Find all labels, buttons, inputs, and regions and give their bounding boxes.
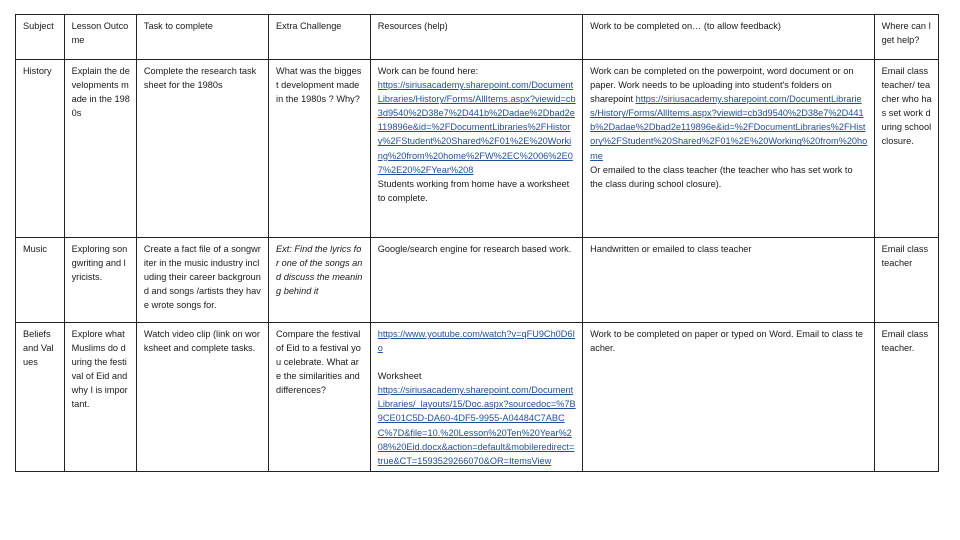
cell-outcome: Exploring songwriting and lyricists.: [64, 238, 136, 323]
header-subject: Subject: [16, 15, 65, 60]
header-extra: Extra Challenge: [269, 15, 371, 60]
cell-subject: History: [16, 60, 65, 238]
cell-help: Email class teacher.: [874, 323, 938, 472]
header-resources: Resources (help): [370, 15, 582, 60]
cell-resources: [370, 60, 582, 238]
cell-subject: Beliefs and Values: [16, 323, 65, 472]
cell-outcome: Explain the developments made in the 1980s: [64, 60, 136, 238]
header-work: Work to be completed on… (to allow feedback): [583, 15, 874, 60]
work-intro: Work can be completed on the powerpoint, word document or on paper. Work needs to be uploading into student's folders on sharepoint: [590, 66, 854, 105]
work-link[interactable]: https://siriusacademy.sharepoint.com/DocumentLibraries/History/Forms/AllItems.aspx?viewid=cb3d9540%2D38e7%2D441b%2Dadae%2Dbad2e119896e&id=%2FDocumentLibraries%2FHistory%2FStudent%20Shared%2F01%2E%20Working%20from%20home: [590, 94, 868, 161]
cell-outcome: Explore what Muslims do during the festival of Eid and why I is important.: [64, 323, 136, 472]
cell-work: Work to be completed on paper or typed on Word. Email to class teacher.: [583, 323, 874, 472]
cell-extra: What was the biggest development made in the 1980s ? Why?: [269, 60, 371, 238]
header-outcome: Lesson Outcome: [64, 15, 136, 60]
table-row-beliefs: [16, 323, 939, 472]
cell-task: Watch video clip (link on worksheet and complete tasks.: [136, 323, 268, 472]
cell-extra: Compare the festival of Eid to a festival you celebrate. What are the similarities and differences?: [269, 323, 371, 472]
cell-extra: Ext: Find the lyrics for one of the songs and discuss the meaning behind it: [269, 238, 371, 323]
header-task: Task to complete: [136, 15, 268, 60]
worksheet-label: Worksheet: [377, 371, 422, 382]
cell-work: Handwritten or emailed to class teacher: [583, 238, 874, 323]
cell-task: Complete the research task sheet for the 1980s: [136, 60, 268, 238]
cell-resources: [370, 323, 582, 472]
resources-link[interactable]: https://siriusacademy.sharepoint.com/Document Libraries/History/Forms/AllItems.aspx?viewid=cb3d9540%2D38e7%2D441b%2Dadae%2Dbad2e119896e&id=%2FDocumentLibraries%2FHistory%2FStudent%20Shared%2F01%2E%20Working%20from%20home%2FW%2EC%2006%2E07%2E20%2FYear%208: [377, 80, 576, 175]
header-help: Where can I get help?: [874, 15, 938, 60]
cell-resources: Google/search engine for research based work.: [370, 238, 582, 323]
cell-work: [583, 60, 874, 238]
cell-help: Email class teacher: [874, 238, 938, 323]
table-row-music: [16, 238, 939, 323]
header-row: [16, 15, 939, 60]
worksheet-link[interactable]: https://siriusacademy.sharepoint.com/DocumentLibraries/_layouts/15/Doc.aspx?sourcedoc=%7B9CE01C5D-DA60-4DF5-9955-A04484C7ABCC%7D&file=10.%20Lesson%20Ten%20Year%208%20Eid.docx&action=default&mobileredirect=true&CT=1593529266070&OR=ItemsView: [377, 385, 576, 466]
table-row-history: [16, 60, 939, 238]
resources-intro: Work can be found here:: [377, 66, 479, 76]
work-note: Or emailed to the class teacher (the teacher who has set work to the class during school closure).: [590, 164, 853, 189]
video-link[interactable]: https://www.youtube.com/watch?v=qFU9Ch0D6Io: [377, 329, 576, 354]
cell-subject: Music: [16, 238, 65, 323]
resources-note: Students working from home have a worksheet to complete.: [377, 178, 570, 203]
homework-table: [15, 14, 939, 472]
cell-help: Email class teacher/ teacher who has set work during school closure.: [874, 60, 938, 238]
cell-task: Create a fact file of a songwriter in the music industry including their career background and songs /artists they have wrote songs for.: [136, 238, 268, 323]
spacer: [378, 355, 576, 369]
